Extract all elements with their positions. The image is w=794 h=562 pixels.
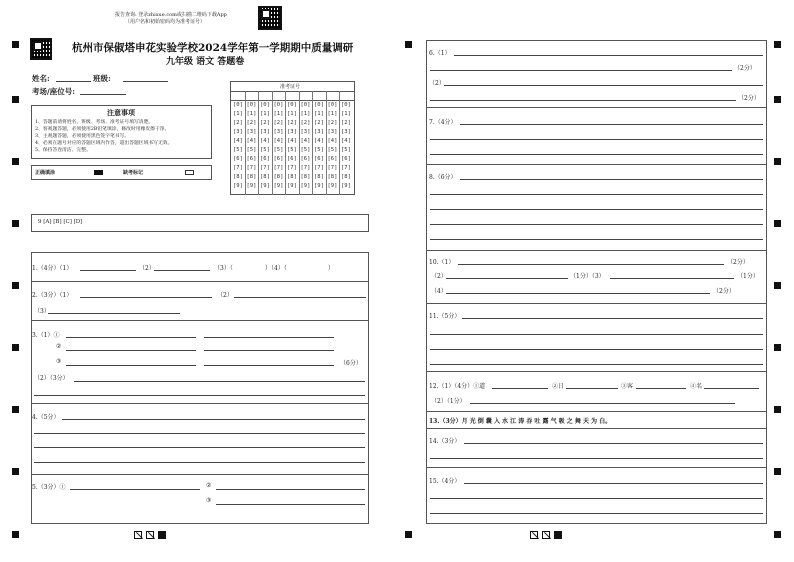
exam-id-bubble[interactable]: [8] bbox=[314, 174, 324, 180]
exam-id-bubble[interactable]: [8] bbox=[341, 174, 351, 180]
answer-line[interactable] bbox=[234, 297, 366, 298]
answer-line[interactable] bbox=[446, 278, 568, 279]
seat-field[interactable] bbox=[80, 94, 126, 95]
q-divider bbox=[31, 403, 369, 404]
exam-id-bubble[interactable]: [1] bbox=[273, 111, 284, 117]
exam-id-bubble[interactable]: [4] bbox=[246, 138, 257, 144]
exam-id-bubble[interactable]: [4] bbox=[233, 138, 243, 144]
exam-id-bubble[interactable]: [7] bbox=[246, 165, 257, 171]
answer-line[interactable] bbox=[80, 270, 136, 271]
answer-line[interactable] bbox=[34, 447, 365, 448]
registration-mark bbox=[12, 158, 19, 165]
answer-line[interactable] bbox=[460, 124, 763, 125]
q1-part-2: （2） bbox=[139, 265, 155, 272]
exam-id-bubble[interactable]: [9] bbox=[260, 183, 270, 189]
exam-id-bubble[interactable]: [8] bbox=[273, 174, 284, 180]
exam-id-bubble[interactable]: [5] bbox=[246, 147, 257, 153]
q-divider bbox=[426, 303, 767, 304]
notes-item: 2、客观题答题，必须使用2B铅笔填涂，修改时用橡皮擦干净。 bbox=[35, 127, 170, 132]
exam-id-bubble[interactable]: [2] bbox=[341, 120, 351, 126]
exam-id-bubble[interactable]: [1] bbox=[233, 111, 243, 117]
exam-id-title: 准考证号 bbox=[280, 84, 301, 90]
exam-id-bubble[interactable]: [5] bbox=[314, 147, 324, 153]
correct-fill-label: 正确填涂 bbox=[35, 170, 56, 176]
answer-line[interactable] bbox=[430, 239, 763, 240]
exam-id-bubble[interactable]: [9] bbox=[287, 183, 297, 189]
exam-id-bubble[interactable]: [7] bbox=[300, 165, 311, 171]
exam-id-bubble[interactable]: [0] bbox=[300, 102, 311, 108]
q12-part-2: （2）（1分） bbox=[431, 398, 466, 405]
registration-mark bbox=[774, 96, 781, 103]
exam-id-column-divider bbox=[312, 91, 313, 195]
notes-title: 注意事项 bbox=[107, 108, 135, 117]
exam-id-column-divider bbox=[258, 91, 259, 195]
answer-line[interactable] bbox=[610, 278, 734, 279]
exam-id-divider bbox=[230, 100, 355, 101]
left-answer-box bbox=[31, 252, 369, 524]
answer-line[interactable] bbox=[74, 381, 365, 382]
q12-item-2: ②日 bbox=[552, 383, 565, 390]
exam-id-bubble[interactable]: [5] bbox=[273, 147, 284, 153]
q-divider bbox=[426, 107, 767, 108]
answer-line[interactable] bbox=[430, 349, 763, 350]
app-qr-code[interactable] bbox=[258, 6, 282, 30]
exam-id-bubble[interactable]: [7] bbox=[233, 165, 243, 171]
exam-id-bubble[interactable]: [1] bbox=[314, 111, 324, 117]
exam-id-column-divider bbox=[285, 91, 286, 195]
exam-id-bubble[interactable]: [0] bbox=[233, 102, 243, 108]
answer-line[interactable] bbox=[34, 433, 365, 434]
answer-line[interactable] bbox=[430, 513, 763, 514]
answer-line[interactable] bbox=[430, 70, 732, 71]
exam-id-divider bbox=[230, 91, 355, 92]
exam-id-bubble[interactable]: [0] bbox=[327, 102, 338, 108]
q9-options[interactable]: 9 [A] [B] [C] [D] bbox=[38, 219, 83, 225]
exam-id-bubble[interactable]: [1] bbox=[341, 111, 351, 117]
page-code-box bbox=[134, 531, 142, 539]
exam-id-bubble[interactable]: [2] bbox=[260, 120, 270, 126]
answer-line[interactable] bbox=[566, 388, 618, 389]
q12-item-4: ④名 bbox=[690, 383, 703, 390]
page-code-box bbox=[530, 531, 538, 539]
q2-part-2: （2） bbox=[217, 292, 233, 299]
exam-id-bubble[interactable]: [4] bbox=[341, 138, 351, 144]
exam-id-bubble[interactable]: [9] bbox=[341, 183, 351, 189]
registration-mark bbox=[774, 158, 781, 165]
registration-mark bbox=[774, 41, 781, 48]
q11-label: 11.（5分） bbox=[429, 313, 461, 320]
registration-mark bbox=[774, 282, 781, 289]
exam-id-bubble[interactable]: [3] bbox=[246, 129, 257, 135]
answer-line[interactable] bbox=[430, 458, 763, 459]
exam-id-bubble[interactable]: [6] bbox=[273, 156, 284, 162]
registration-mark bbox=[405, 41, 412, 48]
exam-id-column-divider bbox=[326, 91, 327, 195]
q6-part-2: （2） bbox=[429, 80, 445, 87]
seat-label: 考场/座位号: bbox=[32, 87, 76, 96]
exam-id-bubble[interactable]: [2] bbox=[287, 120, 297, 126]
exam-id-bubble[interactable]: [2] bbox=[314, 120, 324, 126]
q5-item-3: ③ bbox=[206, 497, 212, 504]
answer-line[interactable] bbox=[464, 483, 763, 484]
exam-id-bubble[interactable]: [6] bbox=[327, 156, 338, 162]
exam-id-bubble[interactable]: [8] bbox=[246, 174, 257, 180]
exam-id-bubble[interactable]: [1] bbox=[327, 111, 338, 117]
name-label: 姓名: bbox=[32, 74, 50, 83]
exam-id-bubble[interactable]: [7] bbox=[327, 165, 338, 171]
exam-id-bubble[interactable]: [6] bbox=[300, 156, 311, 162]
exam-id-bubble[interactable]: [6] bbox=[341, 156, 351, 162]
q1-part-end: ） bbox=[328, 265, 335, 272]
answer-line[interactable] bbox=[80, 297, 212, 298]
registration-mark bbox=[12, 96, 19, 103]
q-divider bbox=[31, 281, 369, 282]
answer-line[interactable] bbox=[444, 85, 763, 86]
exam-id-bubble[interactable]: [2] bbox=[273, 120, 284, 126]
exam-id-bubble[interactable]: [5] bbox=[300, 147, 311, 153]
exam-id-bubble[interactable]: [8] bbox=[287, 174, 297, 180]
q3-score: （6分） bbox=[340, 360, 362, 367]
name-field[interactable] bbox=[56, 81, 91, 82]
registration-mark bbox=[774, 531, 781, 538]
correct-fill-sample bbox=[94, 170, 103, 175]
registration-mark bbox=[774, 468, 781, 475]
q3-item-2: ② bbox=[56, 343, 62, 350]
q6-score-2: （2分） bbox=[738, 95, 760, 102]
exam-id-bubble[interactable]: [2] bbox=[233, 120, 243, 126]
answer-line[interactable] bbox=[430, 224, 763, 225]
page-code-box bbox=[158, 531, 166, 539]
q10-score-1: （2分） bbox=[727, 259, 749, 266]
exam-id-bubble[interactable]: [4] bbox=[314, 138, 324, 144]
registration-mark bbox=[405, 531, 412, 538]
answer-line[interactable] bbox=[458, 264, 724, 265]
answer-line[interactable] bbox=[430, 209, 763, 210]
exam-id-bubble[interactable]: [8] bbox=[260, 174, 270, 180]
q-divider bbox=[426, 428, 767, 429]
q10-part-4: （4） bbox=[431, 288, 447, 295]
exam-id-bubble[interactable]: [1] bbox=[300, 111, 311, 117]
q3-item-3: ③ bbox=[56, 358, 62, 365]
student-qr-code bbox=[30, 38, 52, 60]
exam-id-bubble[interactable]: [0] bbox=[287, 102, 297, 108]
exam-id-bubble[interactable]: [4] bbox=[260, 138, 270, 144]
answer-line[interactable] bbox=[704, 388, 759, 389]
exam-id-bubble[interactable]: [3] bbox=[300, 129, 311, 135]
q6-label: 6.（1） bbox=[429, 50, 451, 57]
exam-id-bubble[interactable]: [3] bbox=[287, 129, 297, 135]
exam-id-bubble[interactable]: [3] bbox=[341, 129, 351, 135]
answer-line[interactable] bbox=[430, 194, 763, 195]
answer-line[interactable] bbox=[492, 388, 548, 389]
q12-label: 12.（1）（4分）①道 bbox=[429, 383, 486, 390]
exam-id-bubble[interactable]: [0] bbox=[260, 102, 270, 108]
exam-id-bubble[interactable]: [9] bbox=[246, 183, 257, 189]
answer-line[interactable] bbox=[70, 489, 200, 490]
page-subtitle: 九年级 语文 答题卷 bbox=[166, 57, 245, 67]
exam-id-bubble[interactable]: [1] bbox=[287, 111, 297, 117]
exam-id-bubble[interactable]: [6] bbox=[314, 156, 324, 162]
q10-score-4: （2分） bbox=[713, 288, 735, 295]
exam-id-bubble[interactable]: [5] bbox=[341, 147, 351, 153]
exam-id-bubble[interactable]: [2] bbox=[300, 120, 311, 126]
registration-mark bbox=[12, 468, 19, 475]
q4-label: 4.（5分） bbox=[32, 414, 60, 421]
report-notice: 报告查询: 登录zhixue.com或扫描二维码下载App bbox=[115, 12, 227, 18]
answer-line[interactable] bbox=[460, 179, 763, 180]
registration-mark bbox=[12, 406, 19, 413]
answer-line[interactable] bbox=[204, 337, 334, 338]
exam-id-bubble[interactable]: [7] bbox=[273, 165, 284, 171]
registration-mark bbox=[12, 282, 19, 289]
q14-label: 14.（3分） bbox=[429, 438, 461, 445]
notes-item: 5、保持答卷清洁、完整。 bbox=[35, 148, 91, 153]
q8-label: 8.（6分） bbox=[429, 174, 457, 181]
exam-id-bubble[interactable]: [6] bbox=[260, 156, 270, 162]
answer-line[interactable] bbox=[464, 443, 763, 444]
exam-id-bubble[interactable]: [8] bbox=[327, 174, 338, 180]
absent-mark-label: 缺考标记 bbox=[123, 170, 144, 176]
answer-line[interactable] bbox=[62, 419, 365, 420]
q-divider bbox=[426, 250, 767, 251]
answer-line[interactable] bbox=[66, 350, 196, 351]
exam-id-bubble[interactable]: [4] bbox=[273, 138, 284, 144]
q-divider bbox=[426, 164, 767, 165]
exam-id-bubble[interactable]: [3] bbox=[273, 129, 284, 135]
exam-id-column-divider bbox=[272, 91, 273, 195]
answer-line[interactable] bbox=[216, 489, 365, 490]
exam-id-column-divider bbox=[245, 91, 246, 195]
registration-mark bbox=[12, 220, 19, 227]
answer-line[interactable] bbox=[154, 270, 210, 271]
registration-mark bbox=[774, 406, 781, 413]
absent-mark-checkbox[interactable] bbox=[185, 170, 194, 175]
exam-id-bubble[interactable]: [7] bbox=[260, 165, 270, 171]
page-code-box bbox=[554, 531, 562, 539]
q1-label: 1.（4分）（1） bbox=[32, 265, 73, 272]
class-label: 班级: bbox=[93, 74, 111, 83]
answer-line[interactable] bbox=[216, 504, 365, 505]
answer-line[interactable] bbox=[204, 350, 334, 351]
exam-id-bubble[interactable]: [3] bbox=[314, 129, 324, 135]
exam-id-bubble[interactable]: [1] bbox=[246, 111, 257, 117]
q-divider bbox=[426, 411, 767, 412]
answer-line[interactable] bbox=[430, 498, 763, 499]
answer-line[interactable] bbox=[66, 337, 196, 338]
class-field[interactable] bbox=[123, 81, 168, 82]
q1-part-4: ）（4）（ bbox=[265, 265, 287, 272]
answer-line[interactable] bbox=[470, 403, 735, 404]
registration-mark bbox=[12, 531, 19, 538]
exam-id-bubble[interactable]: [2] bbox=[327, 120, 338, 126]
q3-label: 3.（1）① bbox=[32, 332, 60, 339]
q2-label: 2.（3分）（1） bbox=[32, 292, 73, 299]
exam-id-bubble[interactable]: [3] bbox=[327, 129, 338, 135]
exam-id-bubble[interactable]: [6] bbox=[287, 156, 297, 162]
exam-id-bubble[interactable]: [1] bbox=[260, 111, 270, 117]
right-answer-box bbox=[426, 40, 767, 524]
answer-line[interactable] bbox=[66, 365, 196, 366]
q10-score-3: （1分） bbox=[737, 273, 759, 280]
q5-item-2: ② bbox=[206, 482, 212, 489]
registration-mark bbox=[774, 220, 781, 227]
q5-label: 5.（3分）① bbox=[32, 484, 66, 491]
answer-line[interactable] bbox=[430, 154, 763, 155]
q12-item-3: ③客 bbox=[621, 383, 634, 390]
answer-line[interactable] bbox=[454, 55, 763, 56]
q13-text: 13.（3分）月 光 倒 囊 入 水 江 涛 吞 吐 露 气 吸 之 舞 天 为 白。 bbox=[429, 418, 612, 425]
exam-id-bubble[interactable]: [8] bbox=[300, 174, 311, 180]
page-code-box bbox=[542, 531, 550, 539]
exam-id-bubble[interactable]: [7] bbox=[341, 165, 351, 171]
exam-id-column-divider bbox=[299, 91, 300, 195]
exam-id-bubble[interactable]: [9] bbox=[233, 183, 243, 189]
page-code-box bbox=[146, 531, 154, 539]
q-divider bbox=[31, 474, 369, 475]
answer-line[interactable] bbox=[48, 313, 180, 314]
answer-line[interactable] bbox=[34, 395, 365, 396]
answer-line[interactable] bbox=[430, 139, 763, 140]
q3-part-2: （2）（3分） bbox=[34, 375, 69, 382]
exam-id-bubble[interactable]: [9] bbox=[273, 183, 284, 189]
answer-line[interactable] bbox=[636, 388, 686, 389]
exam-id-column-divider bbox=[339, 91, 340, 195]
registration-mark bbox=[12, 41, 19, 48]
exam-id-bubble[interactable]: [4] bbox=[327, 138, 338, 144]
exam-id-bubble[interactable]: [7] bbox=[287, 165, 297, 171]
notes-item: 1、答题前请将姓名、班级、考场、准考证号填写清楚。 bbox=[35, 120, 154, 125]
exam-id-bubble[interactable]: [0] bbox=[341, 102, 351, 108]
answer-line[interactable] bbox=[430, 100, 736, 101]
exam-id-bubble[interactable]: [0] bbox=[273, 102, 284, 108]
exam-id-bubble[interactable]: [9] bbox=[314, 183, 324, 189]
q10-part-2: （2） bbox=[431, 273, 447, 280]
q6-score-1: （2分） bbox=[734, 65, 756, 72]
exam-id-bubble[interactable]: [5] bbox=[233, 147, 243, 153]
exam-id-bubble[interactable]: [9] bbox=[327, 183, 338, 189]
exam-id-bubble[interactable]: [3] bbox=[260, 129, 270, 135]
q2-part-3: （3） bbox=[34, 308, 50, 315]
exam-id-bubble[interactable]: [8] bbox=[233, 174, 243, 180]
registration-mark bbox=[12, 344, 19, 351]
exam-id-bubble[interactable]: [9] bbox=[300, 183, 311, 189]
exam-id-bubble[interactable]: [6] bbox=[233, 156, 243, 162]
exam-id-bubble[interactable]: [2] bbox=[246, 120, 257, 126]
exam-id-bubble[interactable]: [3] bbox=[233, 129, 243, 135]
answer-line[interactable] bbox=[430, 364, 763, 365]
exam-id-bubble[interactable]: [4] bbox=[287, 138, 297, 144]
registration-mark bbox=[774, 344, 781, 351]
q-divider bbox=[426, 371, 767, 372]
q15-label: 15.（4分） bbox=[429, 478, 461, 485]
answer-line[interactable] bbox=[462, 318, 763, 319]
exam-id-bubble[interactable]: [0] bbox=[246, 102, 257, 108]
q10-part-3: （1分）（3） bbox=[570, 273, 605, 280]
exam-id-bubble[interactable]: [0] bbox=[314, 102, 324, 108]
exam-id-bubble[interactable]: [5] bbox=[260, 147, 270, 153]
q-divider bbox=[31, 320, 369, 321]
answer-line[interactable] bbox=[446, 293, 710, 294]
page-title: 杭州市保俶塔申花实验学校2024学年第一学期期中质量调研 bbox=[72, 42, 354, 54]
answer-line[interactable] bbox=[204, 365, 334, 366]
q10-label: 10.（1） bbox=[429, 259, 455, 266]
q-divider bbox=[426, 467, 767, 468]
q1-part-3: （3）（ bbox=[214, 265, 233, 272]
exam-id-bubble[interactable]: [5] bbox=[327, 147, 338, 153]
exam-id-bubble[interactable]: [4] bbox=[300, 138, 311, 144]
notes-item: 3、主观题答题，必须使用黑色签字笔书写。 bbox=[35, 134, 130, 139]
answer-line[interactable] bbox=[430, 334, 763, 335]
exam-id-bubble[interactable]: [6] bbox=[246, 156, 257, 162]
report-notice-credentials: （用户名和初始密码均为准考证号） bbox=[125, 19, 206, 25]
q7-label: 7.（4分） bbox=[429, 119, 457, 126]
answer-line[interactable] bbox=[34, 462, 365, 463]
notes-item: 4、必须在题号对应的答题区域内作答，超出答题区域书写无效。 bbox=[35, 141, 173, 146]
exam-id-bubble[interactable]: [7] bbox=[314, 165, 324, 171]
exam-id-bubble[interactable]: [5] bbox=[287, 147, 297, 153]
